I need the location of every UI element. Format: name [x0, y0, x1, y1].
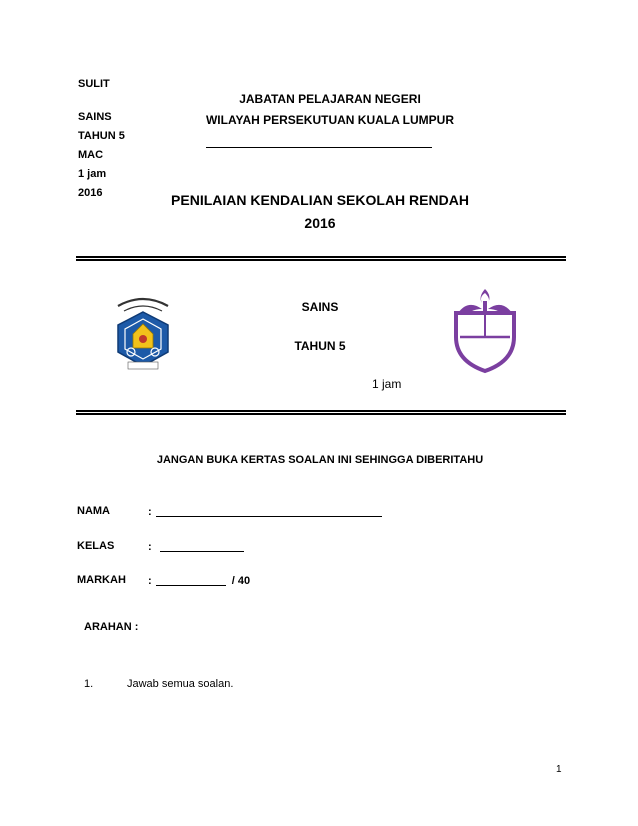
- marks-total: / 40: [231, 575, 251, 587]
- exam-title: PENILAIAN KENDALIAN SEKOLAH RENDAH: [171, 192, 469, 208]
- name-colon: :: [148, 506, 152, 518]
- classification-label: SULIT: [78, 78, 110, 90]
- instruction-number: 1.: [84, 678, 94, 690]
- page-number: 1: [556, 764, 562, 775]
- instruction-text: Jawab semua soalan.: [127, 678, 234, 690]
- marks-input-line[interactable]: [156, 574, 226, 586]
- subject-name: SAINS: [301, 300, 339, 314]
- agency-divider: [206, 147, 432, 148]
- class-colon: :: [148, 541, 152, 553]
- agency-line-1: JABATAN PELAJARAN NEGERI: [239, 92, 421, 106]
- exam-title-year: 2016: [304, 215, 336, 231]
- meta-exam-year: 2016: [78, 187, 103, 199]
- double-rule-bottom: [76, 410, 566, 415]
- agency-line-2: WILAYAH PERSEKUTUAN KUALA LUMPUR: [205, 113, 454, 127]
- name-field[interactable]: [148, 505, 382, 518]
- marks-label: MARKAH: [77, 574, 126, 586]
- marks-field[interactable]: [148, 574, 250, 587]
- meta-subject: SAINS: [78, 111, 112, 123]
- meta-year: TAHUN 5: [78, 130, 125, 142]
- class-label: KELAS: [77, 540, 115, 552]
- marks-colon: :: [148, 575, 152, 587]
- subject-year: TAHUN 5: [294, 339, 346, 353]
- state-education-logo: [104, 292, 182, 370]
- class-input-line[interactable]: [160, 540, 244, 552]
- school-crest-logo: [448, 287, 522, 373]
- instructions-heading: ARAHAN :: [84, 621, 139, 633]
- name-label: NAMA: [77, 505, 110, 517]
- meta-month: MAC: [78, 149, 104, 161]
- subject-duration: 1 jam: [372, 377, 402, 391]
- double-rule-top: [76, 256, 566, 261]
- meta-duration: 1 jam: [78, 168, 107, 180]
- exam-meta: [78, 108, 158, 199]
- name-input-line[interactable]: [156, 505, 382, 517]
- do-not-open-warning: JANGAN BUKA KERTAS SOALAN INI SEHINGGA DIBERITAHU: [156, 454, 484, 466]
- class-field[interactable]: [148, 540, 244, 553]
